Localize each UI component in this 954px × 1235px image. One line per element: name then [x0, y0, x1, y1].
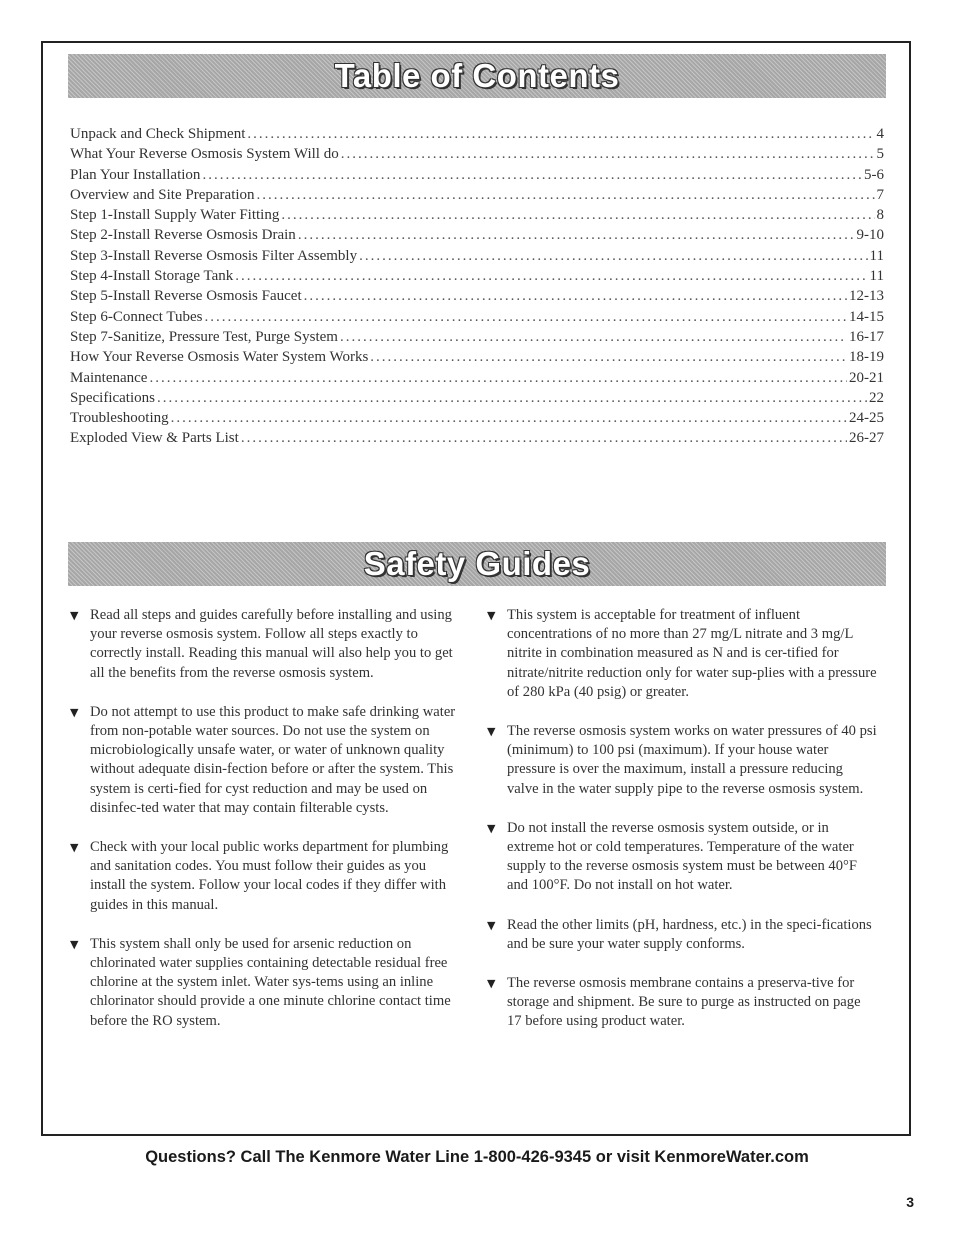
safety-guide-item: [70, 703, 460, 818]
triangle-bullet-icon: ▼: [70, 937, 79, 951]
toc-entry-page: 11: [869, 247, 884, 264]
toc-entry: [70, 144, 884, 164]
toc-entry-page: 16-17: [849, 328, 884, 345]
toc-entry: [70, 205, 884, 225]
safety-guide-item: [70, 606, 460, 683]
toc-entry-page: 12-13: [849, 288, 884, 305]
toc-entry-page: 9-10: [856, 227, 884, 244]
toc-entry-title: Step 3-Install Reverse Osmosis Filter Assembly: [70, 247, 358, 264]
triangle-bullet-icon: ▼: [487, 725, 496, 739]
toc-entry-title: How Your Reverse Osmosis Water System Works: [70, 349, 369, 366]
triangle-bullet-icon: ▼: [70, 705, 79, 719]
toc-entry: [70, 327, 884, 347]
toc-entry: [70, 408, 884, 428]
triangle-bullet-icon: ▼: [487, 977, 496, 991]
table-of-contents: [70, 124, 884, 449]
toc-entry-page: 11: [869, 268, 884, 285]
triangle-bullet-icon: ▼: [487, 918, 496, 932]
toc-entry-title: Unpack and Check Shipment: [70, 126, 246, 142]
toc-leader-dots: [370, 347, 847, 367]
toc-entry-page: 24-25: [849, 410, 884, 427]
toc-leader-dots: [257, 185, 875, 205]
toc-entry-page: 18-19: [849, 349, 884, 366]
toc-leader-dots: [202, 165, 862, 185]
safety-guide-item: [487, 916, 877, 954]
toc-entry-title: Step 6-Connect Tubes: [70, 308, 203, 325]
toc-entry: [70, 428, 884, 448]
triangle-bullet-icon: ▼: [487, 609, 496, 622]
toc-leader-dots: [304, 286, 847, 306]
toc-leader-dots: [149, 368, 847, 388]
toc-leader-dots: [205, 307, 847, 327]
toc-entry: [70, 246, 884, 266]
toc-entry: [70, 388, 884, 408]
page-number: 3: [906, 1194, 914, 1210]
toc-leader-dots: [241, 428, 847, 448]
toc-leader-dots: [359, 246, 867, 266]
safety-guide-item: [487, 974, 877, 1032]
safety-guides-left-column: [70, 606, 460, 1031]
toc-leader-dots: [171, 408, 847, 428]
triangle-bullet-icon: ▼: [487, 821, 496, 835]
triangle-bullet-icon: ▼: [70, 841, 79, 855]
safety-guide-item: [70, 935, 460, 1031]
toc-entry-title: Step 7-Sanitize, Pressure Test, Purge System: [70, 328, 338, 345]
safety-guides-right-column: [487, 606, 877, 1032]
toc-entry-page: 20-21: [849, 369, 884, 386]
triangle-bullet-icon: ▼: [70, 609, 79, 622]
toc-leader-dots: [341, 144, 875, 164]
safety-guide-text: This system is acceptable for treatment of influent concentrations of no more than 27 mg/L nitrate and 3 mg/L nitrite in combination measured as N and is cer-tified for nitrate/nitrite reduction only for water sup-plies with a pressure of 280 kPa (40 psig) or greater.: [507, 607, 877, 700]
toc-banner: [68, 54, 886, 98]
toc-leader-dots: [235, 266, 867, 286]
toc-entry-title: Overview and Site Preparation: [70, 186, 255, 203]
safety-guide-text: Check with your local public works department for plumbing and sanitation codes. You must follow their guides as you install the system. Follow your local codes if they differ with guides in this manual.: [90, 839, 449, 913]
toc-entry-title: Step 4-Install Storage Tank: [70, 268, 234, 285]
safety-guide-text: The reverse osmosis system works on water pressures of 40 psi (minimum) to 100 psi (maximum). If your house water pressure is over the maximum, install a pressure reducing valve in the water supply pipe to the reverse osmosis system.: [507, 723, 877, 797]
toc-entry-title: Exploded View & Parts List: [70, 430, 239, 447]
toc-entry-page: 7: [876, 186, 884, 203]
safety-guide-item: [487, 606, 877, 702]
contact-footer: Questions? Call The Kenmore Water Line 1-800-426-9345 or visit KenmoreWater.com: [145, 1148, 809, 1166]
safety-guide-text: Do not attempt to use this product to make safe drinking water from non-potable water sources. Do not use the system on microbiologically unsafe water, or water of unknown quality without adequate disin-fection before or after the system. This system is certi-fied for cyst reduction and may be used on disinfec-ted water that may contain filterable cysts.: [90, 703, 456, 816]
toc-entry: [70, 286, 884, 306]
toc-entry-title: Step 2-Install Reverse Osmosis Drain: [70, 227, 296, 244]
toc-entry-title: Plan Your Installation: [70, 166, 201, 183]
toc-heading: Table of Contents: [334, 57, 620, 94]
toc-entry-page: 26-27: [849, 430, 884, 447]
toc-entry: [70, 307, 884, 327]
toc-entry-page: 5-6: [864, 166, 884, 183]
toc-entry-page: 22: [869, 389, 884, 406]
toc-entry-title: Step 1-Install Supply Water Fitting: [70, 207, 280, 224]
safety-guide-text: Do not install the reverse osmosis system outside, or in extreme hot or cold temperatures. Temperature of the water supply to the reverse osmosis system must be between 40°F and 100°F. Do not install on hot water.: [507, 819, 857, 894]
toc-entry-title: What Your Reverse Osmosis System Will do: [70, 146, 339, 163]
safety-guide-text: The reverse osmosis membrane contains a preserva-tive for storage and shipment. Be sure to purge as instructed on page 17 before using product water.: [507, 975, 861, 1030]
safety-guide-text: Read all steps and guides carefully before installing and using your reverse osmosis system. Follow all steps exactly to correctly install. Reading this manual will also help you to get all the benefits from the reverse osmosis system.: [90, 607, 453, 681]
toc-entry-title: Step 5-Install Reverse Osmosis Faucet: [70, 288, 302, 305]
toc-entry-page: 14-15: [849, 308, 884, 325]
safety-banner: [68, 542, 886, 586]
toc-entry: [70, 225, 884, 245]
toc-leader-dots: [157, 388, 867, 408]
toc-entry-title: Maintenance: [70, 369, 148, 386]
toc-entry-page: 5: [876, 146, 884, 163]
toc-entry: [70, 347, 884, 367]
toc-leader-dots: [281, 205, 874, 225]
toc-entry: [70, 368, 884, 388]
toc-entry-page: 4: [876, 126, 884, 142]
toc-entry: [70, 124, 884, 144]
safety-guide-item: [70, 838, 460, 915]
toc-entry-page: 8: [876, 207, 884, 224]
toc-leader-dots: [298, 225, 855, 245]
toc-entry: [70, 266, 884, 286]
toc-leader-dots: [340, 327, 847, 347]
toc-entry: [70, 185, 884, 205]
safety-guide-text: Read the other limits (pH, hardness, etc.) in the speci-fications and be sure your water supply conforms.: [507, 916, 872, 952]
toc-entry-title: Troubleshooting: [70, 410, 169, 427]
toc-leader-dots: [247, 124, 874, 144]
safety-guide-text: This system shall only be used for arsenic reduction on chlorinated water supplies containing detectable residual free chlorine at the system inlet. Water sys-tems using an inline chlorinator should provide a one minute chlorine contact time before the RO system.: [90, 935, 451, 1029]
safety-heading: Safety Guides: [363, 545, 591, 582]
toc-entry: [70, 165, 884, 185]
safety-guide-item: [487, 819, 877, 896]
toc-entry-title: Specifications: [70, 389, 155, 406]
safety-guide-item: [487, 722, 877, 799]
